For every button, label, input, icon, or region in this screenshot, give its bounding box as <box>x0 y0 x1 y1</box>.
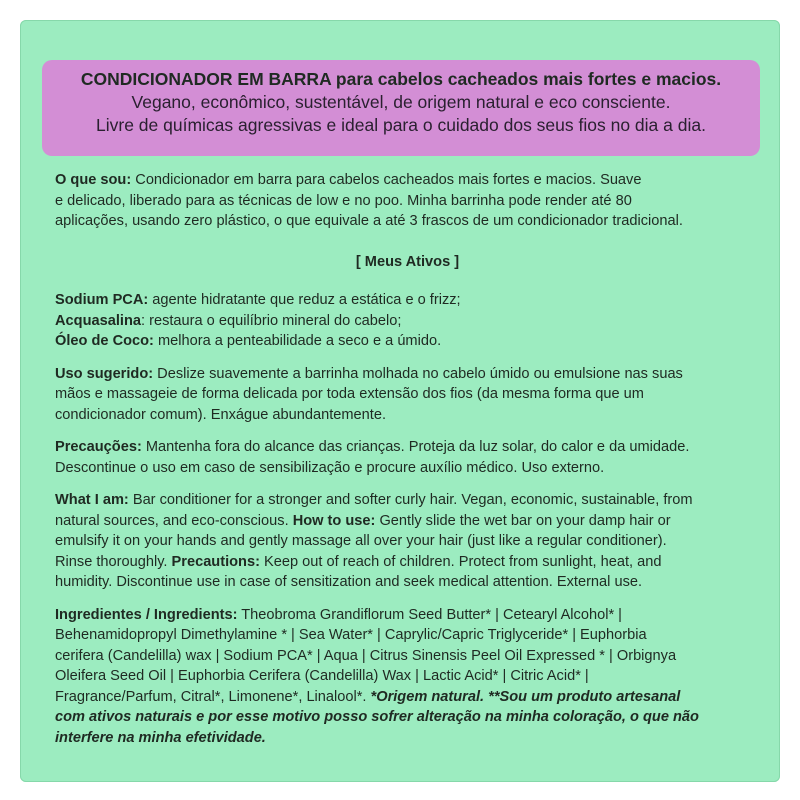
banner-line-2: Vegano, econômico, sustentável, de origem natural e eco consciente. <box>131 92 671 112</box>
product-banner <box>42 60 760 156</box>
ingredients-note-1: *Origem natural. **Sou um produto artesanal <box>370 688 681 705</box>
how-to-use-line-2: emulsify it on your hands and gently massage all over your hair (just like a regular conditioner). <box>55 533 667 549</box>
ativo-3-label: Óleo de Coco: <box>55 333 154 349</box>
ativos-heading <box>55 252 760 273</box>
ingredients-note-3: interfere na minha efetividade. <box>55 729 266 746</box>
banner-title <box>42 68 760 91</box>
ingredients-line-5: Fragrance/Parfum, Citral*, Limonene*, Linalool*. <box>55 688 371 705</box>
uso-line-3: condicionador comum). Enxágue abundantemente. <box>55 406 387 423</box>
section-ativos <box>55 290 760 352</box>
ingredients-label: Ingredientes / Ingredients: <box>55 606 238 623</box>
o-que-sou-line-2: e delicado, liberado para as técnicas de low e no poo. Minha barrinha pode render até 80 <box>55 192 632 209</box>
what-i-am-line-2: natural sources, and eco-conscious. <box>55 512 293 529</box>
section-uso-sugerido <box>55 364 760 426</box>
precaucoes-line-2: Descontinue o uso em caso de sensibilização e procure auxílio médico. Uso externo. <box>55 459 605 476</box>
ingredients-line-1: Theobroma Grandiflorum Seed Butter* | Cetearyl Alcohol* | <box>237 606 622 623</box>
what-i-am-line-1: Bar conditioner for a stronger and softer curly hair. Vegan, economic, sustainable, from <box>128 492 693 508</box>
precautions-label: Precautions: <box>171 553 260 570</box>
ativo-1-label: Sodium PCA: <box>55 292 149 308</box>
banner-title-bold: CONDICIONADOR EM BARRA <box>80 69 332 89</box>
uso-label: Uso sugerido: <box>55 365 154 382</box>
banner-title-rest: para cabelos cacheados mais fortes e macios. <box>331 69 722 89</box>
how-to-use-line-1: Gently slide the wet bar on your damp hair or <box>375 512 671 529</box>
ingredients-line-2: Behenamidopropyl Dimethylamine * | Sea Water* | Caprylic/Capric Triglyceride* | Euphorbia <box>55 627 647 643</box>
section-ingredients <box>55 605 760 749</box>
o-que-sou-label: O que sou: <box>55 172 132 188</box>
o-que-sou-line-3: aplicações, usando zero plástico, o que equivale a até 3 frascos de um condicionador tradicional. <box>55 213 683 229</box>
precautions-line-1: Keep out of reach of children. Protect from sunlight, heat, and <box>259 553 662 570</box>
precaucoes-label: Precauções: <box>55 439 142 455</box>
ativo-2-label: Acquasalina <box>55 312 141 329</box>
how-to-use-line-3: Rinse thoroughly. <box>55 553 172 570</box>
o-que-sou-line-1: Condicionador em barra para cabelos cacheados mais fortes e macios. Suave <box>131 172 642 188</box>
section-english <box>55 490 760 593</box>
ativo-1-text: agente hidratante que reduz a estática e o frizz; <box>148 292 461 308</box>
banner-line-3: Livre de químicas agressivas e ideal para o cuidado dos seus fios no dia a dia. <box>96 115 706 135</box>
section-precaucoes <box>55 437 760 478</box>
how-to-use-label: How to use: <box>292 512 376 529</box>
precautions-line-2: humidity. Discontinue use in case of sensitization and seek medical attention. External use. <box>55 574 643 590</box>
ingredients-line-4: Oleifera Seed Oil | Euphorbia Cerifera (Candelilla) Wax | Lactic Acid* | Citric Acid* | <box>55 668 589 684</box>
ingredients-note-2: com ativos naturais e por esse motivo posso sofrer alteração na minha coloração, o que não <box>55 709 699 725</box>
ingredients-line-3: cerifera (Candelilla) wax | Sodium PCA* | Aqua | Citrus Sinensis Peel Oil Expressed * | Orbignya <box>55 647 677 664</box>
uso-line-1: Deslize suavemente a barrinha molhada no cabelo úmido ou emulsione nas suas <box>153 365 683 382</box>
ativo-3-text: melhora a penteabilidade a seco e a úmido. <box>153 333 442 349</box>
section-o-que-sou <box>55 170 760 232</box>
ativos-heading-text: [ Meus Ativos ] <box>355 253 460 270</box>
precaucoes-line-1: Mantenha fora do alcance das crianças. Proteja da luz solar, do calor e da umidade. <box>141 439 690 455</box>
label-body <box>55 170 760 760</box>
ativo-2-text: : restaura o equilíbrio mineral do cabelo; <box>140 312 402 329</box>
uso-line-2: mãos e massageie de forma delicada por toda extensão dos fios (da mesma forma que um <box>55 386 644 402</box>
what-i-am-label: What I am: <box>55 492 129 508</box>
